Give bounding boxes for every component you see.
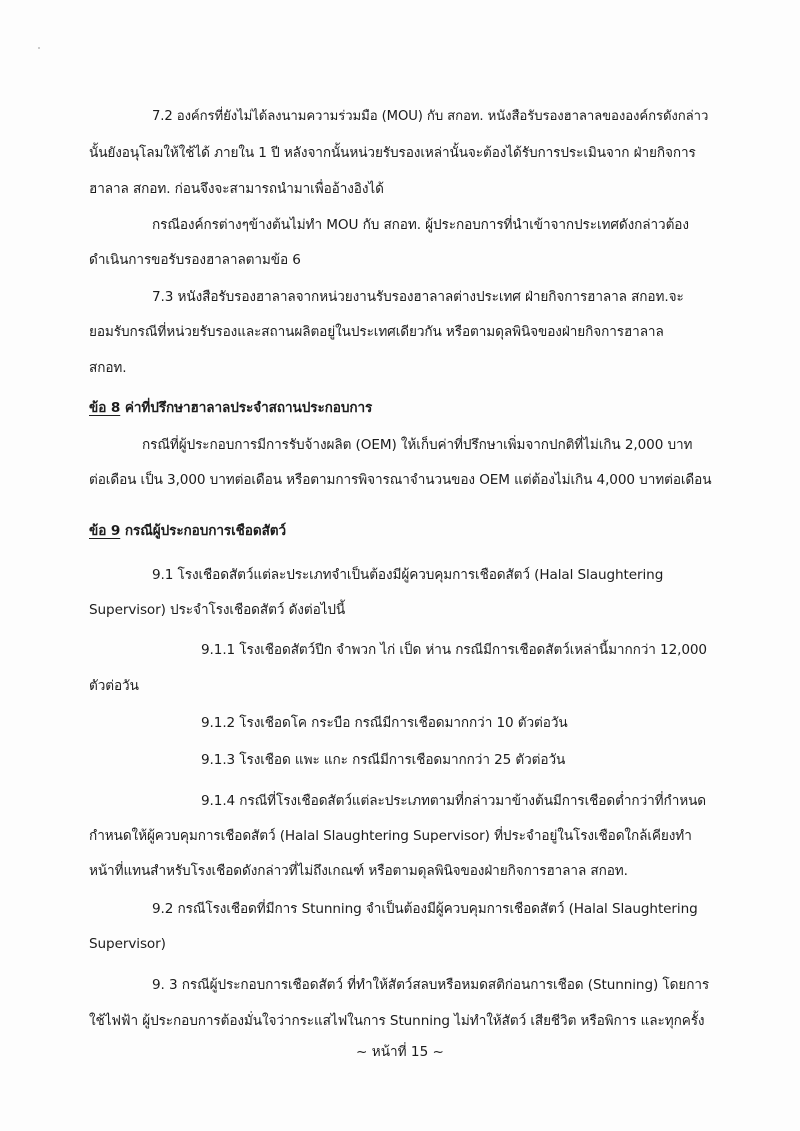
section-8-heading — [89, 398, 372, 418]
section-7-2-note-line-1: กรณีองค์กรต่างๆข้างต้นไม่ทำ MOU กับ สกอท. ผู้ประกอบการที่นำเข้าจากประเทศดังกล่าวต้อง — [152, 217, 689, 233]
section-9-1-4-line-1: 9.1.4 กรณีที่โรงเชือดสัตว์แต่ละประเภทตามที่กล่าวมาข้างต้นมีการเชือดต่ำกว่าที่กำหนด — [201, 793, 707, 809]
section-7-2-line-1: 7.2 องค์กรที่ยังไม่ได้ลงนามความร่วมมือ (MOU) กับ สกอท. หนังสือรับรองฮาลาลขององค์กรดังกล่าว — [152, 109, 709, 124]
section-8-title: ค่าที่ปรึกษาฮาลาลประจำสถานประกอบการ — [124, 400, 373, 416]
section-8-number: ข้อ 8 — [89, 400, 121, 416]
section-8-line-1: กรณีที่ผู้ประกอบการมีการรับจ้างผลิต (OEM) ให้เก็บค่าที่ปรึกษาเพิ่มจากปกติที่ไม่เกิน 2,000 บาท — [142, 437, 693, 453]
section-7-3-line-2: ยอมรับกรณีที่หน่วยรับรองและสถานผลิตอยู่ในประเทศเดียวกัน หรือตามดุลพินิจของฝ่ายกิจการฮาลาล — [89, 324, 664, 340]
section-9-title: กรณีผู้ประกอบการเชือดสัตว์ — [124, 523, 287, 539]
section-9-1-2: 9.1.2 โรงเชือดโค กระบือ กรณีมีการเชือดมากกว่า 10 ตัวต่อวัน — [201, 715, 568, 731]
section-9-1-1-line-1: 9.1.1 โรงเชือดสัตว์ปีก จำพวก ไก่ เป็ด ห่าน กรณีมีการเชือดสัตว์เหล่านี้มากกว่า 12,000 — [201, 642, 707, 658]
section-7-2-note-line-2: ดำเนินการขอรับรองฮาลาลตามข้อ 6 — [89, 252, 301, 268]
section-7-2-line-3: ฮาลาล สกอท. ก่อนจึงจะสามารถนำมาเพื่ออ้างอิงได้ — [89, 181, 384, 197]
section-9-1-line-1: 9.1 โรงเชือดสัตว์แต่ละประเภทจำเป็นต้องมีผู้ควบคุมการเชือดสัตว์ (Halal Slaughtering — [152, 567, 664, 583]
section-9-1-1-line-2: ตัวต่อวัน — [89, 678, 139, 694]
scan-speck — [38, 47, 40, 49]
section-7-3-line-1: 7.3 หนังสือรับรองฮาลาลจากหน่วยงานรับรองฮาลาลต่างประเทศ ฝ่ายกิจการฮาลาล สกอท.จะ — [152, 289, 684, 305]
section-7-3-line-3: สกอท. — [89, 360, 127, 376]
section-9-3-line-2: ใช้ไฟฟ้า ผู้ประกอบการต้องมั่นใจว่ากระแสไฟในการ Stunning ไม่ทำให้สัตว์ เสียชีวิต หรือพิการ และทุกครั้ง — [89, 1013, 705, 1029]
section-9-heading — [89, 521, 286, 541]
section-9-2-line-2: Supervisor) — [89, 936, 166, 952]
section-8-line-2: ต่อเดือน เป็น 3,000 บาทต่อเดือน หรือตามการพิจารณาจำนวนของ OEM แต่ต้องไม่เกิน 4,000 บาทต่อเดือน — [89, 472, 712, 488]
section-9-number: ข้อ 9 — [89, 523, 121, 539]
section-9-1-4-line-2: กำหนดให้ผู้ควบคุมการเชือดสัตว์ (Halal Slaughtering Supervisor) ที่ประจำอยู่ในโรงเชือดใกล้เคียงทำ — [89, 828, 692, 844]
page-number: ~ หน้าที่ 15 ~ — [356, 1044, 444, 1060]
section-9-1-4-line-3: หน้าที่แทนสำหรับโรงเชือดดังกล่าวที่ไม่ถึงเกณฑ์ หรือตามดุลพินิจของฝ่ายกิจการฮาลาล สกอท. — [89, 863, 628, 879]
section-9-1-line-2: Supervisor) ประจำโรงเชือดสัตว์ ดังต่อไปนี้ — [89, 602, 346, 618]
section-9-2-line-1: 9.2 กรณีโรงเชือดที่มีการ Stunning จำเป็นต้องมีผู้ควบคุมการเชือดสัตว์ (Halal Slaughtering — [152, 901, 698, 917]
section-9-3-line-1: 9. 3 กรณีผู้ประกอบการเชือดสัตว์ ที่ทำให้สัตว์สลบหรือหมดสติก่อนการเชือด (Stunning) โดยการ — [152, 977, 710, 993]
section-7-2-line-2: นั้นยังอนุโลมให้ใช้ได้ ภายใน 1 ปี หลังจากนั้นหน่วยรับรองเหล่านั้นจะต้องได้รับการประเมินจาก ฝ่ายกิจการ — [89, 145, 696, 161]
section-9-1-3: 9.1.3 โรงเชือด แพะ แกะ กรณีมีการเชือดมากกว่า 25 ตัวต่อวัน — [201, 752, 566, 768]
